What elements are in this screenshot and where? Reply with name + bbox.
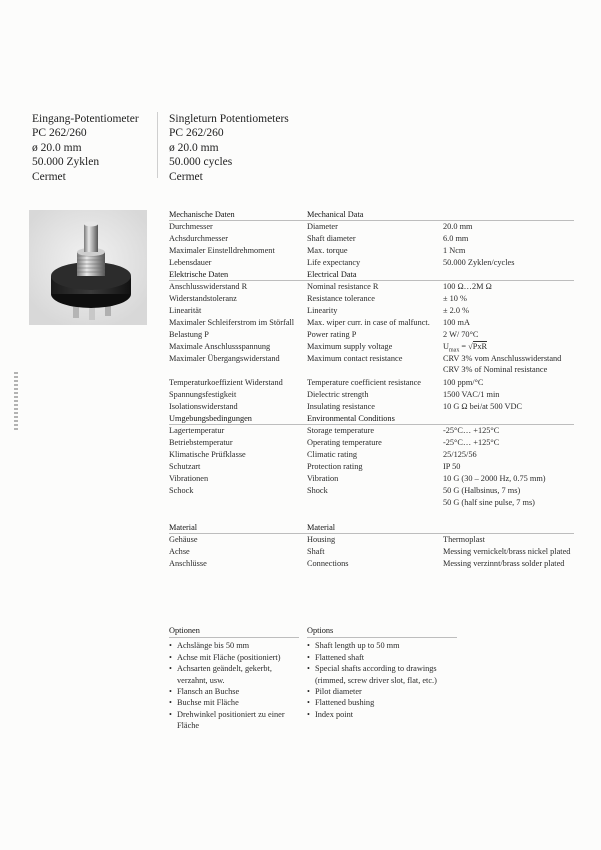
section-title-en: Environmental Conditions: [307, 414, 395, 423]
value-line: CRV 3% of Nominal resistance: [443, 365, 548, 374]
label-en: Dielectric strength: [307, 390, 369, 399]
value: IP 50: [443, 462, 461, 471]
option-item: • Flattened shaft: [307, 652, 457, 663]
value: Thermoplast: [443, 535, 485, 544]
section-header: [169, 269, 574, 281]
value: 100 ppm/°C: [443, 378, 484, 387]
spec-table: [169, 209, 574, 570]
formula-equals: = √: [459, 342, 473, 351]
spec-row: [169, 389, 574, 401]
value-line: CRV 3% vom Anschlusswiderstand: [443, 354, 562, 363]
options-list-de: [169, 640, 299, 731]
value: 50.000 Zyklen/cycles: [443, 258, 515, 267]
options-title-de: Optionen: [169, 625, 299, 638]
spec-row: [169, 329, 574, 341]
value: 50 G (Halbsinus, 7 ms): [443, 486, 521, 495]
label-de: Achse: [169, 547, 190, 556]
potentiometer-photo: [29, 210, 147, 325]
header-german: [32, 112, 139, 184]
section-title-en: Material: [307, 523, 336, 532]
spec-row: [169, 221, 574, 233]
value: 1 Ncm: [443, 246, 466, 255]
spec-row: [169, 558, 574, 570]
label-de: Isolationswiderstand: [169, 402, 238, 411]
section-title-de: Material: [169, 523, 198, 532]
value: 10 G (30 – 2000 Hz, 0.75 mm): [443, 474, 546, 483]
formula-subscript: max: [449, 347, 460, 354]
option-item: • Drehwinkel positioniert zu einer Fläche: [169, 709, 299, 732]
label-de: Achsdurchmesser: [169, 234, 228, 243]
spec-row: [169, 293, 574, 305]
label-en: Power rating P: [307, 330, 357, 339]
value: Messing vernickelt/brass nickel plated: [443, 547, 571, 556]
label-de: Maximaler Übergangswiderstand: [169, 354, 280, 363]
header-en-line: Singleturn Potentiometers: [169, 113, 289, 125]
spec-row: [169, 534, 574, 546]
header-en-line: ø 20.0 mm: [169, 141, 219, 154]
label-de: Maximaler Einstelldrehmoment: [169, 246, 275, 255]
section-header: [169, 413, 574, 425]
label-en: Nominal resistance R: [307, 282, 379, 291]
label-en: Maximum contact resistance: [307, 354, 403, 363]
label-en: Maximum supply voltage: [307, 342, 393, 351]
spec-row: [169, 449, 574, 461]
value: 100 mA: [443, 318, 470, 327]
label-de: Schutzart: [169, 462, 201, 471]
label-en: Insulating resistance: [307, 402, 375, 411]
label-en: Shaft: [307, 547, 325, 556]
option-item: • Special shafts according to drawings (rimmed, screw driver slot, flat, etc.): [307, 663, 457, 686]
label-en: Temperature coefficient resistance: [307, 378, 421, 387]
value: ± 2.0 %: [443, 306, 469, 315]
value: 25/125/56: [443, 450, 477, 459]
header-de-line: 50.000 Zyklen: [32, 156, 100, 169]
margin-mark: [14, 372, 18, 430]
header-de-line: Eingang-Potentiometer: [32, 113, 139, 125]
options-german: [169, 625, 299, 732]
header-en-line: Cermet: [169, 170, 203, 183]
section-title-de: Umgebungsbedingungen: [169, 414, 252, 423]
options-english: [307, 625, 457, 720]
label-de: Maximaler Schleiferstrom im Störfall: [169, 318, 295, 327]
label-de: Lebensdauer: [169, 258, 212, 267]
spec-row: [169, 377, 574, 389]
option-item: • Achsarten geändelt, gekerbt, verzahnt, usw.: [169, 663, 299, 686]
value: -25°C… +125°C: [443, 438, 500, 447]
label-en: Climatic rating: [307, 450, 358, 459]
spec-row: [169, 317, 574, 329]
spec-row: [169, 546, 574, 558]
value: 10 G Ω bei/at 500 VDC: [443, 402, 523, 411]
option-item: • Buchse mit Fläche: [169, 697, 299, 708]
value: 6.0 mm: [443, 234, 469, 243]
label-en: Resistance tolerance: [307, 294, 375, 303]
value: -25°C… +125°C: [443, 426, 500, 435]
options-list-en: [307, 640, 457, 720]
label-en: Max. wiper curr. in case of malfunct.: [307, 318, 430, 327]
label-de: Durchmesser: [169, 222, 213, 231]
label-en: Operating temperature: [307, 438, 382, 447]
value: 50 G (half sine pulse, 7 ms): [443, 498, 535, 507]
section-title-de: Mechanische Daten: [169, 210, 235, 219]
spec-row: [169, 233, 574, 245]
spec-row: [169, 485, 574, 497]
value: ± 10 %: [443, 294, 467, 303]
spec-row: [169, 341, 574, 353]
option-item: • Achslänge bis 50 mm: [169, 640, 299, 651]
label-en: Life expectancy: [307, 258, 361, 267]
header-de-line: PC 262/260: [32, 127, 87, 140]
value: 2 W/ 70°C: [443, 330, 479, 339]
section-title-de: Elektrische Daten: [169, 270, 229, 279]
formula-root: PxR: [472, 342, 488, 351]
formula-symbol: U: [443, 342, 449, 351]
header-de-line: Cermet: [32, 170, 66, 183]
spec-row: [169, 497, 574, 509]
value: Messing verzinnt/brass solder plated: [443, 559, 565, 568]
section-header: [169, 209, 574, 221]
header-en-line: 50.000 cycles: [169, 156, 233, 169]
shaft-end: [84, 222, 98, 227]
label-de: Spannungsfestigkeit: [169, 390, 237, 399]
header-en-line: PC 262/260: [169, 127, 224, 140]
spec-row: [169, 437, 574, 449]
value: 1500 VAC/1 min: [443, 390, 500, 399]
label-de: Klimatische Prüfklasse: [169, 450, 246, 459]
shaft: [84, 224, 98, 252]
label-en: Max. torque: [307, 246, 348, 255]
option-item: • Flattened bushing: [307, 697, 457, 708]
spec-row: [169, 473, 574, 485]
value: [443, 353, 561, 375]
label-de: Gehäuse: [169, 535, 198, 544]
value: 100 Ω…2M Ω: [443, 282, 492, 291]
spec-row: [169, 425, 574, 437]
option-item: • Index point: [307, 709, 457, 720]
value: 20.0 mm: [443, 222, 473, 231]
label-en: Storage temperature: [307, 426, 375, 435]
option-item: • Pilot diameter: [307, 686, 457, 697]
label-en: Shock: [307, 486, 328, 495]
spec-row: [169, 257, 574, 269]
label-de: Belastung P: [169, 330, 209, 339]
spec-row: [169, 461, 574, 473]
section-title-en: Electrical Data: [307, 270, 357, 279]
label-en: Housing: [307, 535, 336, 544]
options-title-en: Options: [307, 625, 457, 638]
spec-row: [169, 353, 574, 377]
label-de: Lagertemperatur: [169, 426, 225, 435]
label-de: Temperaturkoeffizient Widerstand: [169, 378, 283, 387]
header-divider: [157, 112, 158, 178]
label-en: Linearity: [307, 306, 338, 315]
spec-row: [169, 245, 574, 257]
header-english: [169, 112, 289, 184]
label-en: Shaft diameter: [307, 234, 356, 243]
option-item: • Shaft length up to 50 mm: [307, 640, 457, 651]
option-item: • Flansch an Buchse: [169, 686, 299, 697]
spacer: [169, 509, 574, 522]
option-item: • Achse mit Fläche (positioniert): [169, 652, 299, 663]
label-en: Vibration: [307, 474, 339, 483]
section-title-en: Mechanical Data: [307, 210, 364, 219]
label-en: Protection rating: [307, 462, 363, 471]
label-de: Betriebstemperatur: [169, 438, 233, 447]
label-de: Vibrationen: [169, 474, 209, 483]
label-en: Diameter: [307, 222, 338, 231]
label-de: Anschlüsse: [169, 559, 207, 568]
label-de: Schock: [169, 486, 194, 495]
section-header: [169, 522, 574, 534]
label-de: Anschlusswiderstand R: [169, 282, 248, 291]
label-de: Widerstandstoleranz: [169, 294, 237, 303]
label-de: Maximale Anschlussspannung: [169, 342, 271, 351]
header-de-line: ø 20.0 mm: [32, 141, 82, 154]
label-en: Connections: [307, 559, 349, 568]
label-de: Linearität: [169, 306, 202, 315]
spec-row: [169, 401, 574, 413]
spec-row: [169, 305, 574, 317]
spec-row: [169, 281, 574, 293]
